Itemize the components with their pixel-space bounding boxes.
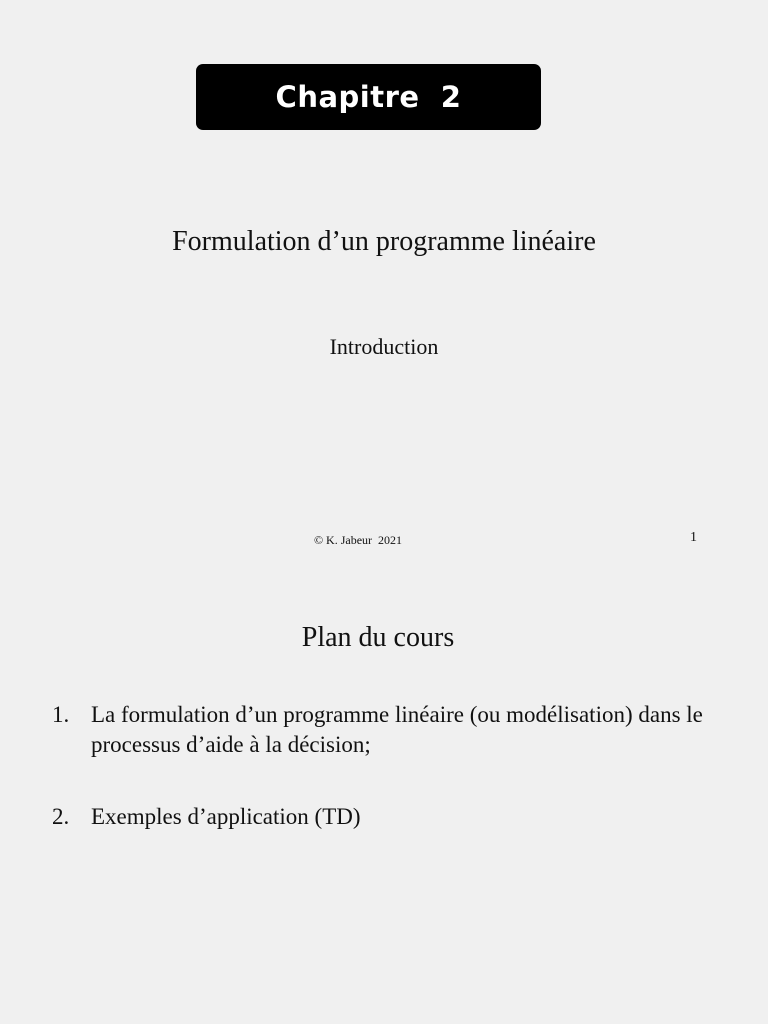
footer-copyright: © K. Jabeur 2021 <box>313 533 403 547</box>
plan-item-number: 2. <box>52 804 70 829</box>
plan-list-item <box>52 700 732 760</box>
slide-subtitle: Introduction <box>329 334 439 359</box>
plan-title: Plan du cours <box>301 622 455 653</box>
plan-list-item <box>52 802 732 832</box>
page-number: 1 <box>690 530 697 545</box>
plan-list <box>52 700 732 832</box>
slide-title: Formulation d’un programme linéaire <box>172 226 596 257</box>
slide-course-plan <box>0 580 768 1024</box>
plan-item-text: Exemples d’application (TD) <box>91 804 361 829</box>
plan-item-number: 1. <box>52 702 70 727</box>
plan-item-text: La formulation d’un programme linéaire (ou modélisation) dans le processus d’aide à la décision; <box>91 702 703 757</box>
chapter-banner: Chapitre 2 <box>196 64 541 130</box>
